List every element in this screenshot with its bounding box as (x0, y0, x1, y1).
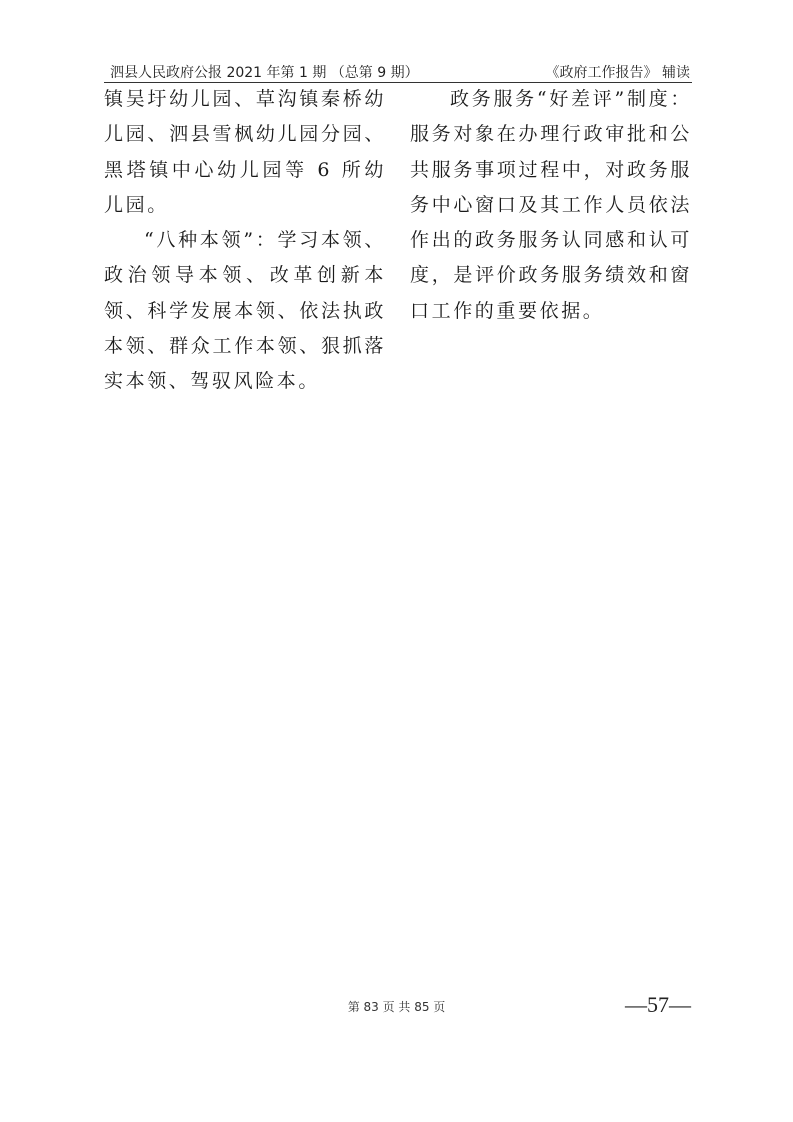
paragraph-kindergartens: 镇吴圩幼儿园、草沟镇秦桥幼儿园、泗县雪枫幼儿园分园、黑塔镇中心幼儿园等 6 所幼儿园。 (104, 88, 386, 216)
paragraph-service-evaluation: 政务服务“好差评”制度：服务对象在办理行政审批和公共服务事项过程中，对政务服务中心窗口及其工作人员依法作出的政务服务认同感和认可度，是评价政务服务绩效和窗口工作的重要依据。 (410, 88, 692, 322)
page-number: —57— (625, 992, 691, 1017)
left-column (104, 82, 386, 400)
paragraph-eight-abilities: “八种本领”：学习本领、政治领导本领、改革创新本领、科学发展本领、依法执政本领、群众工作本领、狠抓落实本领、驾驭风险本。 (104, 229, 386, 393)
right-column (410, 82, 692, 329)
page-counter: 第 83 页 共 85 页 (347, 1000, 446, 1014)
page-header (104, 60, 692, 84)
header-section-title: 《政府工作报告》 辅读 (545, 65, 690, 81)
header-publication-title: 泗县人民政府公报 2021 年第 1 期 （总第 9 期） (110, 65, 419, 81)
